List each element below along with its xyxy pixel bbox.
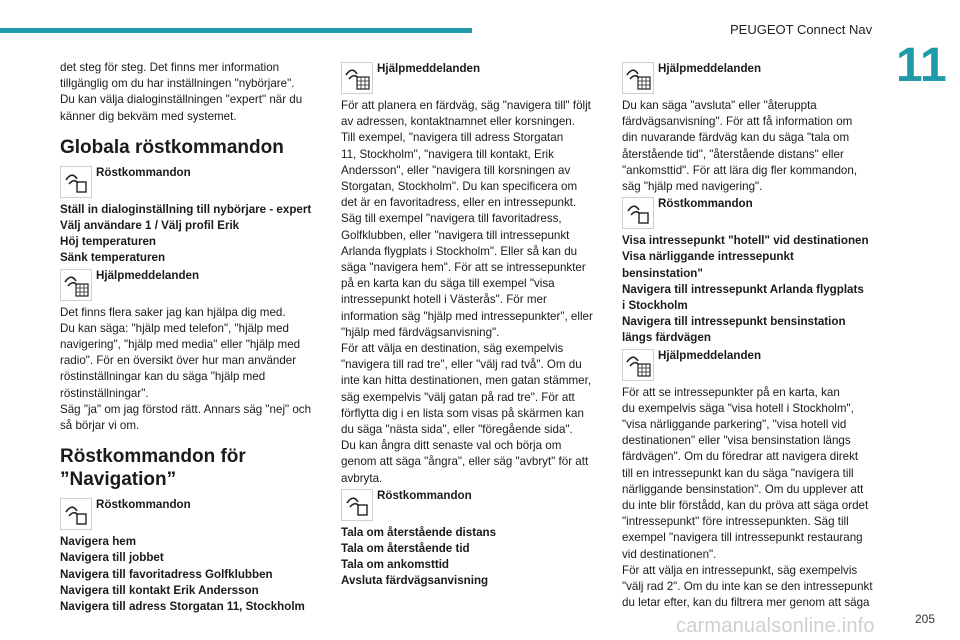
- block-label: Röstkommandon: [96, 165, 191, 179]
- text-line: förflytta dig i en lista som visas på skärmen kan: [341, 406, 584, 420]
- text-line: avbryta.: [341, 471, 383, 485]
- command-line: Navigera hem: [60, 535, 137, 549]
- text-line: navigering", "hjälp med media" eller "hjälp med: [60, 338, 301, 352]
- text-line: säg "hjälp med navigering".: [622, 180, 763, 194]
- text-line: För att välja en destination, säg exempelvis: [341, 342, 564, 356]
- help-paragraph: [60, 305, 322, 435]
- text-line: du exempelvis säga "visa hotell i Stockholm",: [622, 401, 854, 415]
- text-line: närliggande bensinstation". Om du upplever att: [622, 482, 864, 496]
- text-line: Det finns flera saker jag kan hjälpa dig med.: [60, 305, 286, 319]
- text-line: du säga "nästa sida", eller "föregående sida".: [341, 423, 573, 437]
- block-header: [60, 498, 322, 530]
- text-line: till en intressepunkt kan du säga "navigera till: [622, 466, 854, 480]
- text-line: "navigera till rad tre", eller "välj rad två". Om du: [341, 358, 582, 372]
- command-line: Visa intressepunkt "hotell" vid destinationen: [622, 234, 869, 248]
- text-line: det är en favoritadress, eller en intressepunkt.: [341, 196, 577, 210]
- text-line: färdvägsanvisning". För att få information om: [622, 115, 853, 129]
- text-line: intressepunkt hotell i Västerås". För mer: [341, 293, 547, 307]
- text-line: För att planera en färdväg, säg "navigera till" följt: [341, 99, 591, 112]
- page-number: 205: [915, 612, 936, 626]
- text-line: "hjälp med färdvägsanvisning".: [341, 325, 500, 339]
- block-header: [60, 166, 322, 198]
- text-line: av adressen, kontaktnamnet eller korsningen.: [341, 115, 575, 129]
- command-list: [60, 202, 322, 267]
- block-header: [622, 349, 884, 381]
- text-line: exempel "navigera till intressepunkt restaurang: [622, 531, 863, 545]
- command-line: Höj temperaturen: [60, 235, 156, 249]
- text-line: röstinställningar".: [60, 386, 149, 400]
- text-line: information säg "hjälp med intressepunkter", eller: [341, 309, 593, 323]
- command-line: Navigera till intressepunkt Arlanda flygplats: [622, 282, 864, 296]
- block-label: Hjälpmeddelanden: [377, 62, 481, 75]
- text-line: Andersson", eller "navigera till korsningen av: [341, 163, 571, 177]
- text-line: För att se intressepunkter på en karta, kan: [622, 385, 840, 399]
- block-label: Röstkommandon: [96, 498, 191, 512]
- text-line: Arlanda flygplats i Stockholm". Eller så kan du: [341, 244, 578, 258]
- section-title-navigation-voice-commands: [60, 445, 322, 491]
- text-line: radio". För en översikt över hur man använder: [60, 354, 297, 368]
- command-list: [341, 525, 605, 590]
- block-header: [60, 269, 322, 301]
- command-list: [60, 534, 322, 615]
- command-line: Navigera till adress Storgatan 11, Stockholm: [60, 600, 305, 614]
- block-label: Röstkommandon: [658, 197, 753, 211]
- text-line: säg exempelvis "välj gatan på rad tre". För att: [341, 390, 575, 404]
- text-line: "ankomsttid". För att lära dig fler kommandon,: [622, 163, 858, 177]
- command-line: Navigera till kontakt Erik Andersson: [60, 583, 259, 597]
- text-line: Till exempel, "navigera till adress Storgatan: [341, 131, 564, 145]
- text-line: Säg "ja" om jag förstod rätt. Annars säg "nej" och: [60, 402, 312, 416]
- text-line: Säg till exempel "navigera till favoritadress,: [341, 212, 562, 226]
- column-1: [60, 60, 322, 615]
- block-label: Röstkommandon: [377, 488, 472, 502]
- text-line: återstående tid", "återstående distans" eller: [622, 147, 844, 161]
- title-line: ”Navigation”: [60, 469, 177, 491]
- command-line: längs färdvägen: [622, 331, 711, 345]
- help-message-icon: [60, 269, 92, 301]
- block-label: Hjälpmeddelanden: [658, 348, 762, 362]
- help-message-icon: [622, 349, 654, 381]
- text-line: så börjar vi om.: [60, 419, 140, 433]
- help-paragraph: [622, 385, 884, 612]
- command-line: bensinstation": [622, 266, 703, 280]
- watermark-text: carmanualsonline.info: [676, 615, 875, 637]
- help-message-icon: [341, 62, 373, 94]
- command-line: Sänk temperaturen: [60, 251, 166, 265]
- command-line: Tala om återstående tid: [341, 542, 470, 556]
- text-line: Storgatan, Stockholm". Du kan specificera om: [341, 180, 578, 194]
- header-accent-bar: [0, 28, 472, 33]
- block-header: [341, 489, 605, 521]
- command-line: Tala om ankomsttid: [341, 558, 450, 572]
- text-line: För att välja en intressepunkt, säg exempelvis: [622, 563, 858, 577]
- text-line: genom att säga "ångra", eller säg "avbryt" för att: [341, 455, 589, 469]
- command-list: [622, 233, 884, 346]
- text-line: det steg för steg. Det finns mer information: [60, 61, 280, 74]
- text-line: tillgänglig om du har inställningen "nybörjare".: [60, 77, 295, 91]
- text-line: säga "navigera hem". För att se intressepunkter: [341, 261, 586, 275]
- help-message-icon: [622, 62, 654, 94]
- command-line: i Stockholm: [622, 299, 688, 313]
- text-line: känner dig bekväm med systemet.: [60, 109, 237, 123]
- block-header: [622, 62, 884, 94]
- text-line: Du kan välja dialoginställningen "expert" när du: [60, 93, 303, 107]
- text-line: 11, Stockholm", "navigera till kontakt, Erik: [341, 147, 554, 161]
- command-line: Välj användare 1 / Välj profil Erik: [60, 219, 240, 233]
- command-line: Navigera till favoritadress Golfklubben: [60, 567, 273, 581]
- text-line: röstinställningar kan du säga "hjälp med: [60, 370, 266, 384]
- text-line: Du kan ångra ditt senaste val och börja om: [341, 439, 562, 453]
- text-line: Du kan säga: "hjälp med telefon", "hjälp med: [60, 321, 289, 335]
- text-line: Golfklubben, eller "navigera till intressepunkt: [341, 228, 570, 242]
- command-line: Visa närliggande intressepunkt: [622, 250, 794, 264]
- help-paragraph: [622, 98, 884, 195]
- block-header: [622, 197, 884, 229]
- command-line: Avsluta färdvägsanvisning: [341, 574, 489, 588]
- command-line: Tala om återstående distans: [341, 525, 497, 539]
- text-line: du letar efter, kan du filtrera mer genom att säga: [622, 596, 870, 610]
- text-line: du inte blir förstådd, kan du pröva att säga ordet: [622, 499, 869, 513]
- column-3: [622, 60, 884, 611]
- text-line: Du kan säga "avsluta" eller "återuppta: [622, 99, 817, 112]
- text-line: "intressepunkt" före intressepunkten. Säg till: [622, 515, 849, 529]
- intro-paragraph: [60, 60, 322, 125]
- command-line: Ställ in dialoginställning till nybörjare - expert: [60, 202, 312, 216]
- block-label: Hjälpmeddelanden: [658, 62, 762, 75]
- text-line: inte kan hitta destinationen, men gatan stämmer,: [341, 374, 592, 388]
- voice-command-icon: [60, 498, 92, 530]
- text-line: vid destinationen".: [622, 547, 717, 561]
- chapter-number: 11: [896, 39, 947, 92]
- help-paragraph: [341, 98, 605, 487]
- command-line: Navigera till jobbet: [60, 551, 164, 565]
- title-line: Röstkommandon för: [60, 446, 246, 468]
- text-line: destinationen" eller "visa bensinstation längs: [622, 434, 851, 448]
- section-title-global-voice-commands: Globala röstkommandon: [60, 136, 284, 158]
- voice-command-icon: [60, 166, 92, 198]
- voice-command-icon: [622, 197, 654, 229]
- text-line: "välj rad 2". Om du inte kan se den intressepunkt: [622, 580, 873, 594]
- column-2: [341, 60, 605, 590]
- text-line: på en karta kan du säga till exempel "visa: [341, 277, 555, 291]
- text-line: "visa närliggande parkering", "visa hotell vid: [622, 418, 847, 432]
- block-label: Hjälpmeddelanden: [96, 268, 200, 282]
- block-header: [341, 62, 605, 94]
- text-line: din nuvarande färdväg kan du säga "tala om: [622, 131, 850, 145]
- voice-command-icon: [341, 489, 373, 521]
- text-line: färdvägen". Om du föredrar att navigera direkt: [622, 450, 859, 464]
- command-line: Navigera till intressepunkt bensinstation: [622, 315, 846, 329]
- running-header-title: PEUGEOT Connect Nav: [730, 22, 873, 37]
